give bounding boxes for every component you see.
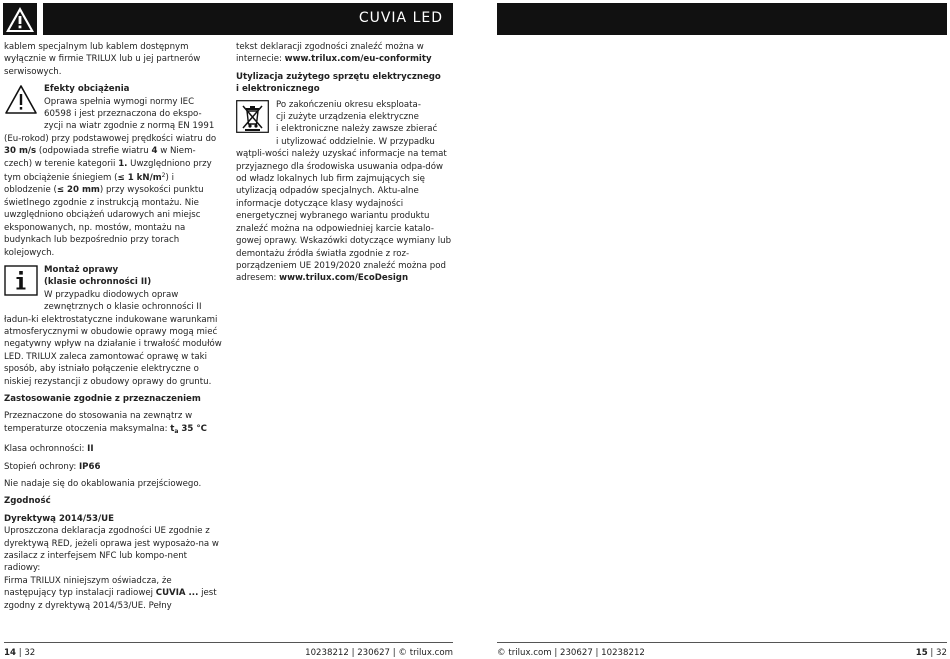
conformity-text-2: Firma TRILUX niniejszym oświadcza, że następujący typ instalacji radiowej CUVIA ... jest zgodny z dyrektywą 2014/53/UE. Pełny	[4, 575, 217, 611]
weee-line-2: cji zużyte urządzenia elektryczne	[276, 112, 419, 123]
right-page	[475, 0, 950, 659]
intended-use-text: Przeznaczone do stosowania na zewnątrz w temperaturze otoczenia maksymalna: $t_a$ 35 °C	[4, 411, 207, 435]
load-effects-section	[4, 83, 222, 259]
weee-text: i utylizować oddzielnie. W przypadku wątpli-wości należy uzyskać informacje na temat przyjaznego dla środowiska usuwania odpa-dów od władz lokalnych lub firm zajmujących się utylizacją odpadów specjalnych. Aktu-alne informacje dotyczące klasy wydajności energetycznej wybranego wariantu produktu znaleźć można na odpowiedniej karcie katalo-gowej oprawy. Wskazówki dotyczące wymiany lub demontażu źródła światła zgodnie z roz-porządzeniem UE 2019/2020 znaleźć można pod adresem: www.trilux.com/EcoDesign	[236, 136, 452, 284]
ecodesign-link[interactable]: www.trilux.com/EcoDesign	[279, 273, 409, 284]
footer-divider-right	[497, 642, 947, 643]
intro-text: kablem specjalnym lub kablem dostępnym wyłącznie w firmie TRILUX lub u jej partnerów serwisowych.	[4, 42, 201, 77]
header-title: CUVIA LED	[358, 10, 443, 26]
mounting-section	[4, 264, 222, 388]
footer-reference-right: © trilux.com | 230627 | 10238212	[497, 648, 645, 658]
warning-icon	[3, 3, 37, 35]
mounting-text: zewnętrznych o klasie ochronności II ładun-ki elektrostatyczne indukowane warunkami atmosferycznymi w obudowie oprawy mogą mieć negatywny wpływ na działanie i trwałość modułów LED. TRILUX zaleca zamontować oprawę w taki sposób, aby istniało połączenie elektryczne o niskiej rezystancji z obudowy oprawy do gruntu.	[4, 302, 222, 387]
left-column	[4, 41, 222, 612]
load-effects-line-1: Oprawa spełnia wymogi normy IEC	[44, 96, 195, 107]
eu-conformity-link[interactable]: www.trilux.com/eu-conformity	[284, 54, 432, 65]
header-bar	[43, 3, 453, 35]
mounting-title-1: Montaż oprawy	[44, 264, 119, 275]
mounting-line-1: W przypadku diodowych opraw	[44, 289, 179, 300]
warning-triangle-icon	[4, 84, 38, 119]
page-number-left: 14 | 32	[4, 648, 36, 658]
footer-reference-left: 10238212 | 230627 | © trilux.com	[305, 648, 453, 658]
protection-class: Klasa ochronności: II	[4, 444, 94, 455]
conformity-subtitle: Dyrektywą 2014/53/UE	[4, 513, 114, 524]
header-bar-right	[497, 3, 947, 35]
footer-divider	[4, 642, 453, 643]
weee-title-2: i elektronicznego	[236, 84, 320, 95]
crossed-bin-icon	[236, 100, 269, 137]
info-icon	[4, 265, 38, 300]
cabling-note: Nie nadaje się do okablowania przejściowego.	[4, 479, 202, 489]
intended-use-title: Zastosowanie zgodnie z przeznaczeniem	[4, 393, 201, 404]
conformity-text-1: Uproszczona deklaracja zgodności UE zgodnie z dyrektywą RED, jeżeli oprawa jest wyposażo-na w zasilacz z interfejsem NFC lub kompo-nent radiowy:	[4, 526, 219, 574]
mounting-title-2: (klasie ochronności II)	[44, 277, 152, 288]
weee-line-1: Po zakończeniu okresu eksploata-	[276, 99, 421, 110]
declaration-text: tekst deklaracji zgodności znaleźć można w internecie: www.trilux.com/eu-conformity	[236, 42, 432, 65]
load-effects-line-2: 60598 i jest przeznaczona do ekspo-	[44, 109, 202, 120]
conformity-title: Zgodność	[4, 496, 51, 507]
weee-section	[236, 99, 454, 285]
weee-title-1: Utylizacja zużytego sprzętu elektrycznego	[236, 71, 441, 82]
page-number-right: 15 | 32	[915, 648, 947, 658]
load-effects-text: zycji na wiatr zgodnie z normą EN 1991 (Eu-rokod) przy podstawowej prędkości wiatru do 30 m/s (odpowiada strefie wiatru 4 w Niem-czech) w terenie kategorii 1. Uwzględniono przy tym obciążenie śniegiem (≤ 1 $kN/m^2$) i oblodzenie (≤ 20 mm) przy wysokości punktu świetlnego zgodnie z instrukcją montażu. Nie uwzględniono obciążeń udarowych ani miejsc eksponowanych, np. mostów, montażu na budynkach lub bezpośrednio przy torach kolejowych.	[4, 121, 217, 258]
ip-rating: Stopień ochrony: IP66	[4, 461, 101, 472]
weee-line-3: i elektroniczne należy zawsze zbierać	[276, 124, 438, 135]
load-effects-title: Efekty obciążenia	[44, 84, 130, 95]
right-column	[236, 41, 454, 285]
